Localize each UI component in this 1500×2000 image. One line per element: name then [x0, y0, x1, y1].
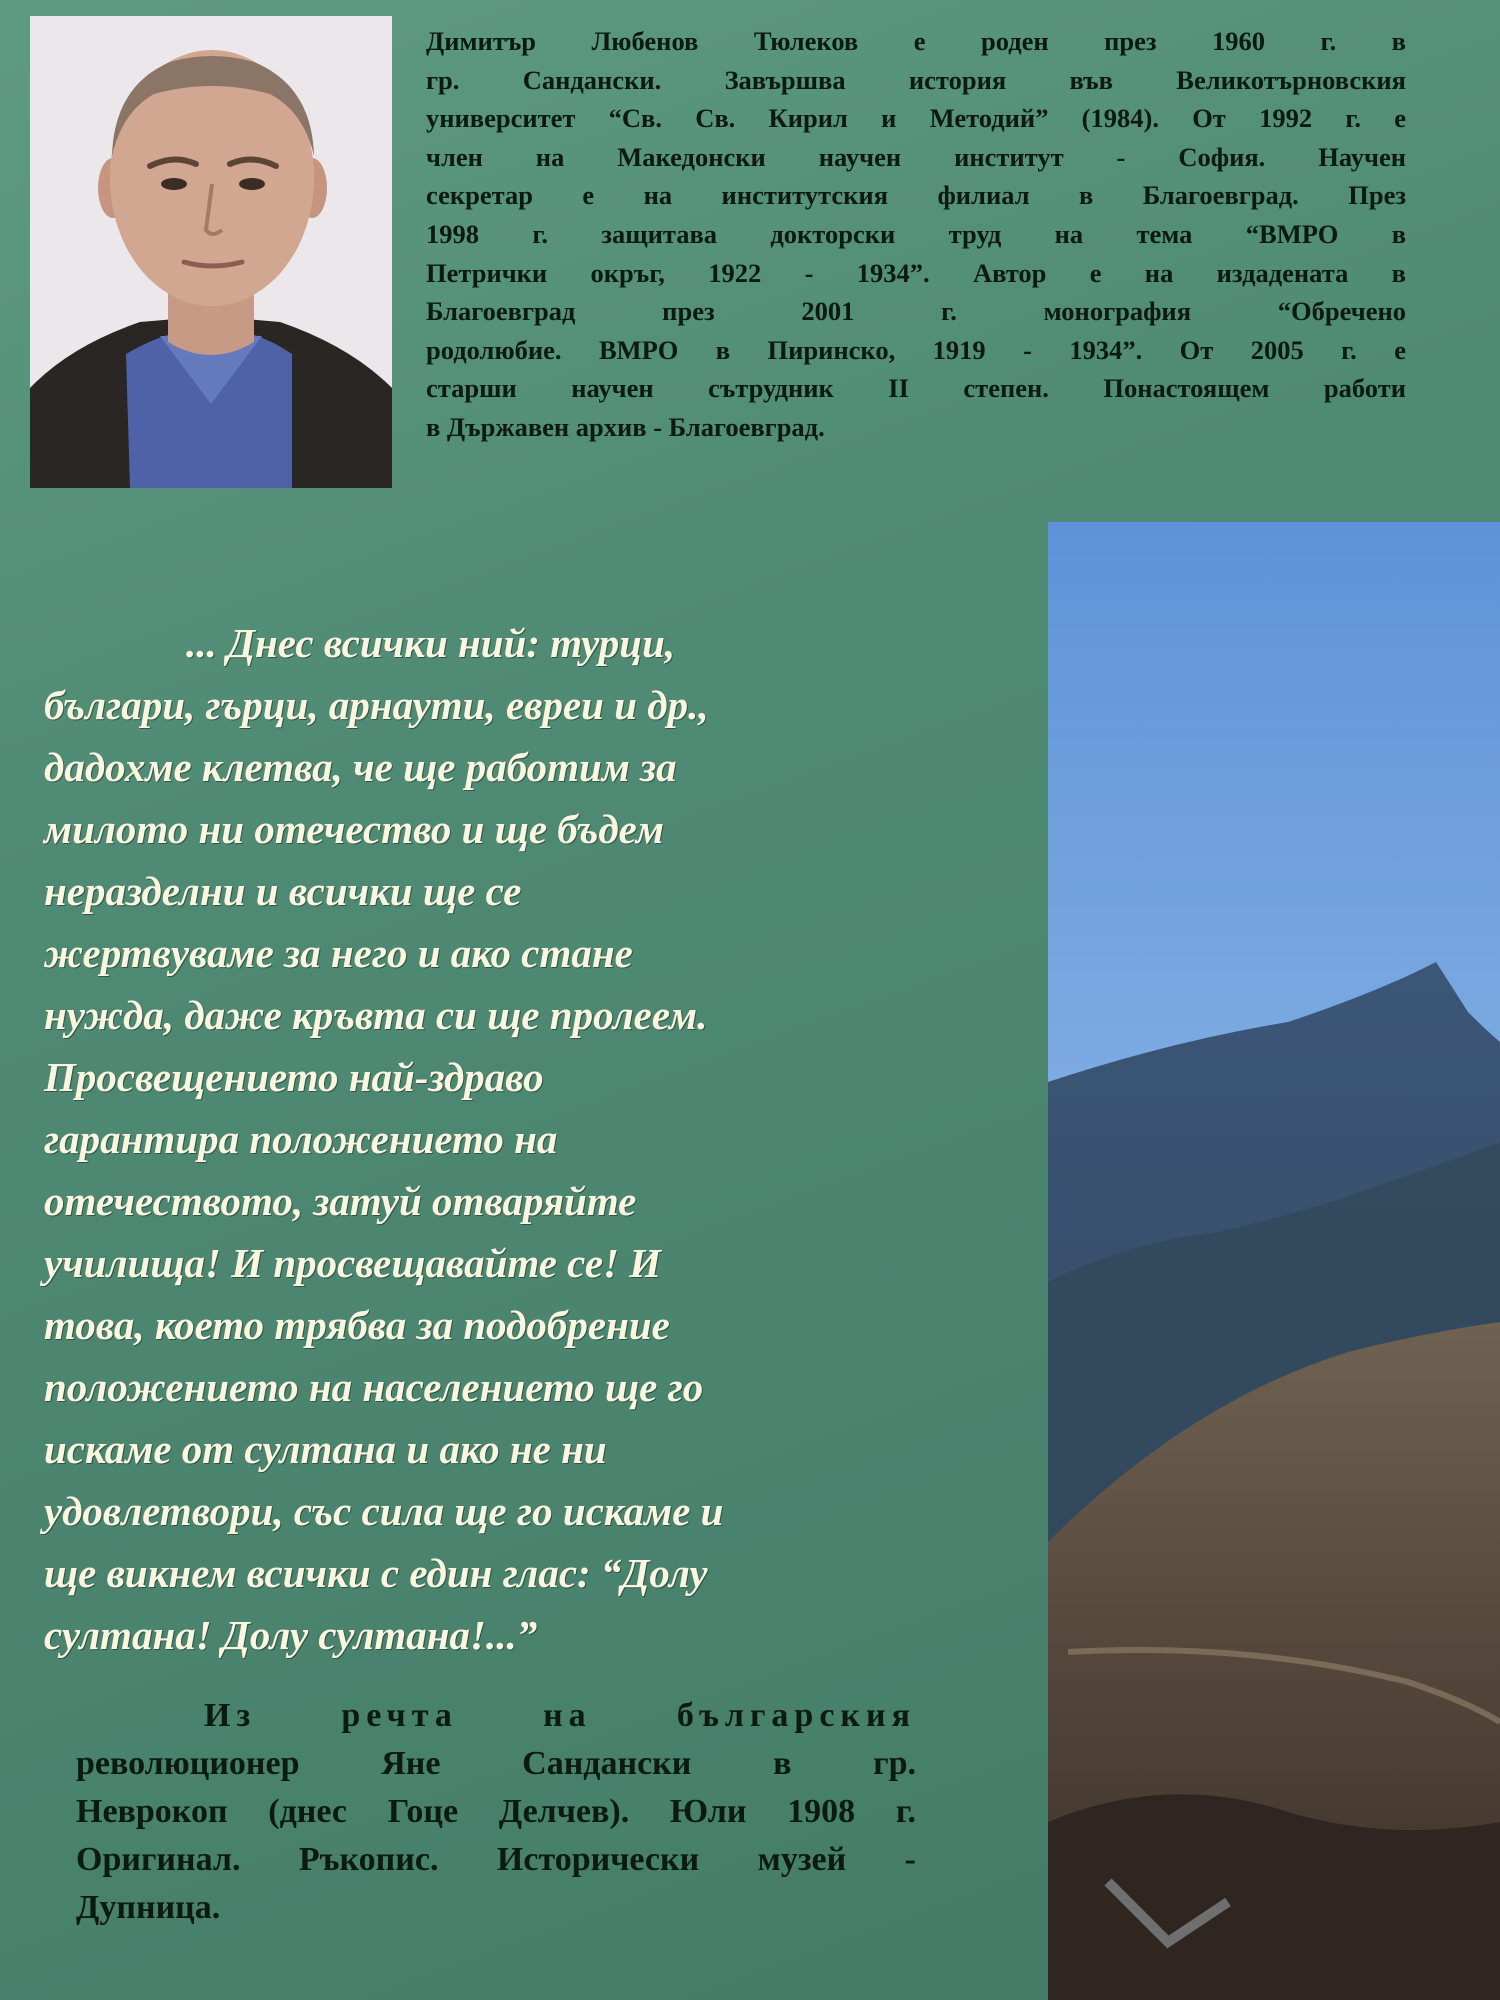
quote-line: милото ни отечество и ще бъдем — [44, 806, 664, 852]
quote-line: отечеството, затуй отваряйте — [44, 1178, 637, 1224]
quote-source — [76, 1692, 916, 1932]
bio-line: родолюбие. ВМРО в Пиринско, 1919 - 1934”. От 2005 г. е — [426, 334, 1406, 365]
quote-line: султана! Долу султана!...” — [44, 1612, 538, 1658]
quote-line: жертвуваме за него и ако стане — [44, 930, 633, 976]
quote-line: положението на населението ще го — [44, 1364, 704, 1410]
source-line: Оригинал. Ръкопис. Исторически музей - — [76, 1841, 916, 1878]
author-photo — [30, 16, 392, 488]
mountain-photo — [1048, 522, 1500, 2000]
speech-quote — [44, 612, 1044, 1666]
author-biography — [426, 22, 1406, 447]
quote-line: Просвещението най-здраво — [44, 1054, 544, 1100]
quote-line: ... Днес всички ний: турци, — [186, 620, 676, 666]
source-line: Дупница. — [76, 1889, 221, 1926]
bio-line: секретар е на институтския филиал в Благоевград. През — [426, 180, 1406, 211]
bio-line: гр. Сандански. Завършва история във Великотърновския — [426, 64, 1406, 95]
quote-line: ще викнем всички с един глас: “Долу — [44, 1550, 708, 1596]
bio-line: Благоевград през 2001 г. монография “Обречено — [426, 296, 1406, 327]
bio-line: университет “Св. Св. Кирил и Методий” (1984). От 1992 г. е — [426, 103, 1406, 134]
source-line: Неврокоп (днес Гоце Делчев). Юли 1908 г. — [76, 1793, 916, 1830]
quote-line: това, което трябва за подобрение — [44, 1302, 670, 1348]
bio-line: в Държавен архив - Благоевград. — [426, 411, 825, 442]
quote-line: дадохме клетва, че ще работим за — [44, 744, 677, 790]
quote-line: искаме от султана и ако не ни — [44, 1426, 607, 1472]
quote-line: училища! И просвещавайте се! И — [44, 1240, 662, 1286]
quote-line: нужда, даже кръвта си ще пролеем. — [44, 992, 708, 1038]
quote-line: удовлетвори, със сила ще го искаме и — [44, 1488, 724, 1534]
source-line: революционер Яне Сандански в гр. — [76, 1745, 916, 1782]
quote-line: гарантира положението на — [44, 1116, 558, 1162]
quote-line: неразделни и всички ще се — [44, 868, 522, 914]
bio-line: старши научен сътрудник II степен. Понастоящем работи — [426, 373, 1406, 404]
bio-line: 1998 г. защитава докторски труд на тема “ВМРО в — [426, 218, 1406, 249]
source-line: Из речта на българския — [204, 1697, 916, 1734]
bio-line: Петрички окръг, 1922 - 1934”. Автор е на издадената в — [426, 257, 1406, 288]
bio-line: член на Македонски научен институт - София. Научен — [426, 141, 1406, 172]
bio-line: Димитър Любенов Тюлеков е роден през 1960 г. в — [426, 26, 1406, 56]
quote-line: българи, гърци, арнаути, евреи и др., — [44, 682, 709, 728]
